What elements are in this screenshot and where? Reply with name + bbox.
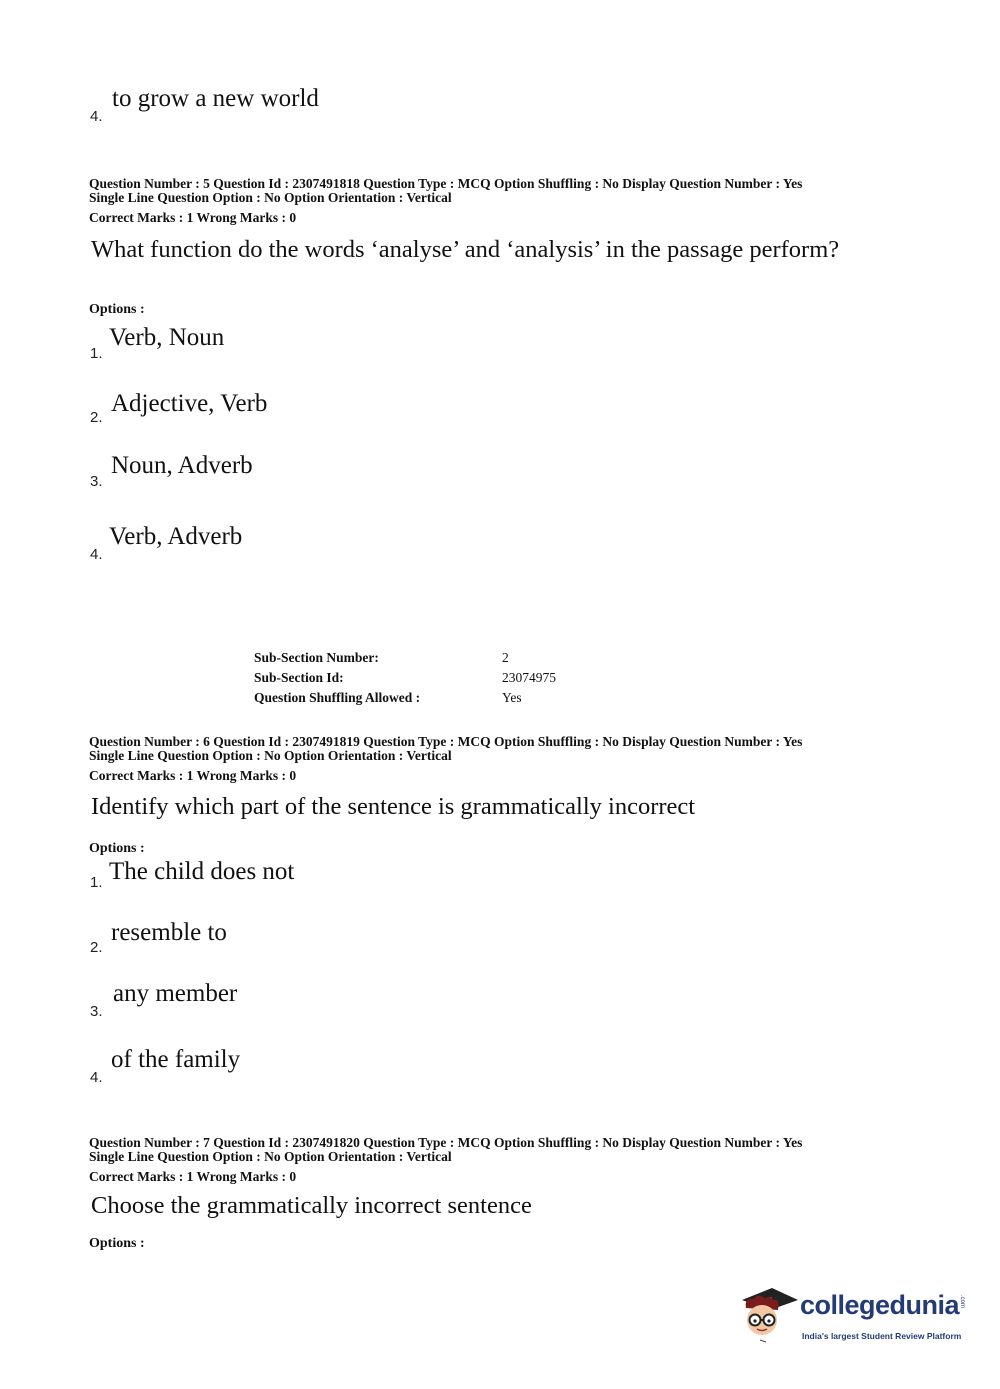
- option-number: 2.: [90, 409, 103, 426]
- question-marks: Correct Marks : 1 Wrong Marks : 0: [89, 1169, 297, 1184]
- option-number: 1.: [90, 874, 103, 891]
- option-text: The child does not: [109, 858, 295, 885]
- logo-tagline: India's largest Student Review Platform: [802, 1331, 962, 1341]
- question-meta-line2: Single Line Question Option : No Option Orientation : Vertical: [89, 748, 452, 763]
- option-number: 4.: [90, 546, 103, 563]
- question-marks: Correct Marks : 1 Wrong Marks : 0: [89, 210, 297, 225]
- question-marks: Correct Marks : 1 Wrong Marks : 0: [89, 768, 297, 783]
- collegedunia-logo[interactable]: [738, 1280, 978, 1350]
- options-label: Options :: [89, 1236, 145, 1251]
- option-text: of the family: [111, 1046, 241, 1073]
- option-number: 4.: [90, 1069, 103, 1086]
- option-text: to grow a new world: [112, 85, 319, 112]
- question-shuffling-value: Yes: [502, 690, 522, 705]
- subsection-id-label: Sub-Section Id:: [254, 670, 344, 685]
- options-label: Options :: [89, 841, 145, 856]
- option-text: Verb, Adverb: [109, 523, 243, 550]
- question-text: What function do the words ‘analyse’ and ‘analysis’ in the passage perform?: [91, 236, 840, 263]
- option-number: 3.: [90, 1003, 103, 1020]
- option-text: any member: [113, 980, 238, 1007]
- question-text: Identify which part of the sentence is grammatically incorrect: [91, 793, 696, 820]
- question-meta-line1: Question Number : 6 Question Id : 2307491819 Question Type : MCQ Option Shuffling : No Display Question Number : Yes: [89, 734, 803, 749]
- subsection-id-value: 23074975: [502, 670, 556, 685]
- option-number: 4.: [90, 108, 103, 125]
- option-number: 3.: [90, 473, 103, 490]
- question-shuffling-label: Question Shuffling Allowed :: [254, 690, 421, 705]
- subsection-number-label: Sub-Section Number:: [254, 650, 379, 665]
- options-label: Options :: [89, 302, 145, 317]
- mascot-icon: [738, 1282, 800, 1344]
- subsection-number-value: 2: [502, 650, 509, 665]
- question-meta-line2: Single Line Question Option : No Option Orientation : Vertical: [89, 1149, 452, 1164]
- option-text: Noun, Adverb: [111, 452, 253, 479]
- option-number: 2.: [90, 939, 103, 956]
- logo-wordmark: collegedunia: [800, 1290, 960, 1320]
- question-meta-line2: Single Line Question Option : No Option Orientation : Vertical: [89, 190, 452, 205]
- option-text: Verb, Noun: [109, 324, 225, 351]
- question-meta-line1: Question Number : 5 Question Id : 2307491818 Question Type : MCQ Option Shuffling : No Display Question Number : Yes: [89, 176, 803, 191]
- option-text: resemble to: [111, 919, 227, 946]
- logo-com: .com: [959, 1295, 965, 1309]
- question-text: Choose the grammatically incorrect sentence: [91, 1192, 532, 1219]
- question-meta-line1: Question Number : 7 Question Id : 2307491820 Question Type : MCQ Option Shuffling : No Display Question Number : Yes: [89, 1135, 803, 1150]
- option-text: Adjective, Verb: [111, 390, 268, 417]
- option-number: 1.: [90, 345, 103, 362]
